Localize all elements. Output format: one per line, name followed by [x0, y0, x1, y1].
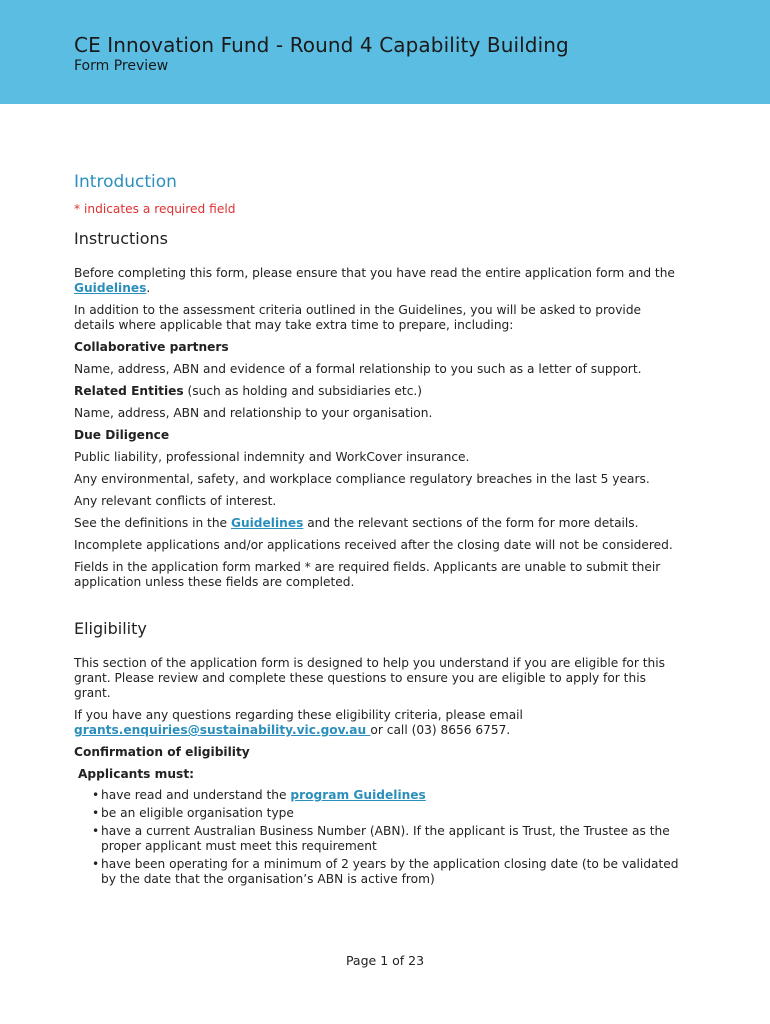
- guidelines-link[interactable]: Guidelines: [74, 281, 147, 295]
- due-diligence-text-1: Public liability, professional indemnity and WorkCover insurance.: [74, 450, 470, 464]
- list-item: • have read and understand the program Guidelines: [92, 788, 684, 803]
- related-entities-text: Name, address, ABN and relationship to your organisation.: [74, 406, 433, 420]
- applicants-must-heading: Applicants must:: [78, 767, 195, 781]
- form-header: [0, 0, 770, 104]
- instructions-paragraph-2: In addition to the assessment criteria outlined in the Guidelines, you will be asked to provide details where applicable that may take extra time to prepare, including:: [74, 303, 642, 332]
- form-content: [74, 171, 684, 890]
- due-diligence-text-3: Any relevant conflicts of interest.: [74, 494, 277, 508]
- email-link[interactable]: grants.enquiries@sustainability.vic.gov.au: [74, 723, 371, 737]
- required-fields-text: Fields in the application form marked * are required fields. Applicants are unable to submit their application unless these fields are completed.: [74, 560, 661, 589]
- related-entities-heading: Related Entities (such as holding and subsidiaries etc.): [74, 384, 423, 398]
- list-item: • be an eligible organisation type: [92, 806, 684, 821]
- eligibility-paragraph-1: This section of the application form is designed to help you understand if you are eligible for this grant. Please review and complete these questions to ensure you are eligible to apply for this grant.: [74, 656, 665, 700]
- collaborative-partners-text: Name, address, ABN and evidence of a formal relationship to you such as a letter of support.: [74, 362, 642, 376]
- due-diligence-heading: Due Diligence: [74, 428, 170, 442]
- incomplete-applications-text: Incomplete applications and/or applications received after the closing date will not be considered.: [74, 538, 673, 552]
- introduction-heading: Introduction: [74, 172, 177, 192]
- eligibility-list: [74, 788, 684, 887]
- list-item: • have a current Australian Business Number (ABN). If the applicant is Trust, the Trustee as the proper applicant must meet this requirement: [92, 824, 684, 854]
- instructions-heading: Instructions: [74, 229, 168, 248]
- guidelines-link-2[interactable]: Guidelines: [230, 516, 304, 530]
- collaborative-partners-heading: Collaborative partners: [74, 340, 229, 354]
- required-field-note: * indicates a required field: [74, 202, 236, 216]
- instructions-paragraph-1: Before completing this form, please ensure that you have read the entire application form and the Guidelines.: [74, 266, 675, 295]
- page-number: Page 1 of 23: [345, 953, 425, 968]
- eligibility-heading: Eligibility: [74, 619, 147, 638]
- due-diligence-text-2: Any environmental, safety, and workplace compliance regulatory breaches in the last 5 years.: [74, 472, 650, 486]
- see-definitions-text: See the definitions in the Guidelines and the relevant sections of the form for more details.: [74, 516, 639, 530]
- form-title: CE Innovation Fund - Round 4 Capability Building: [74, 33, 569, 57]
- list-item: • have been operating for a minimum of 2 years by the application closing date (to be validated by the date that the organisation’s ABN is active from): [92, 857, 684, 887]
- program-guidelines-link[interactable]: program Guidelines: [290, 788, 426, 802]
- confirmation-heading: Confirmation of eligibility: [74, 745, 250, 759]
- eligibility-paragraph-2: If you have any questions regarding these eligibility criteria, please email grants.enquiries@sustainability.vic.gov.au or call (03) 8656 6757.: [74, 708, 523, 737]
- form-subtitle: Form Preview: [74, 58, 169, 74]
